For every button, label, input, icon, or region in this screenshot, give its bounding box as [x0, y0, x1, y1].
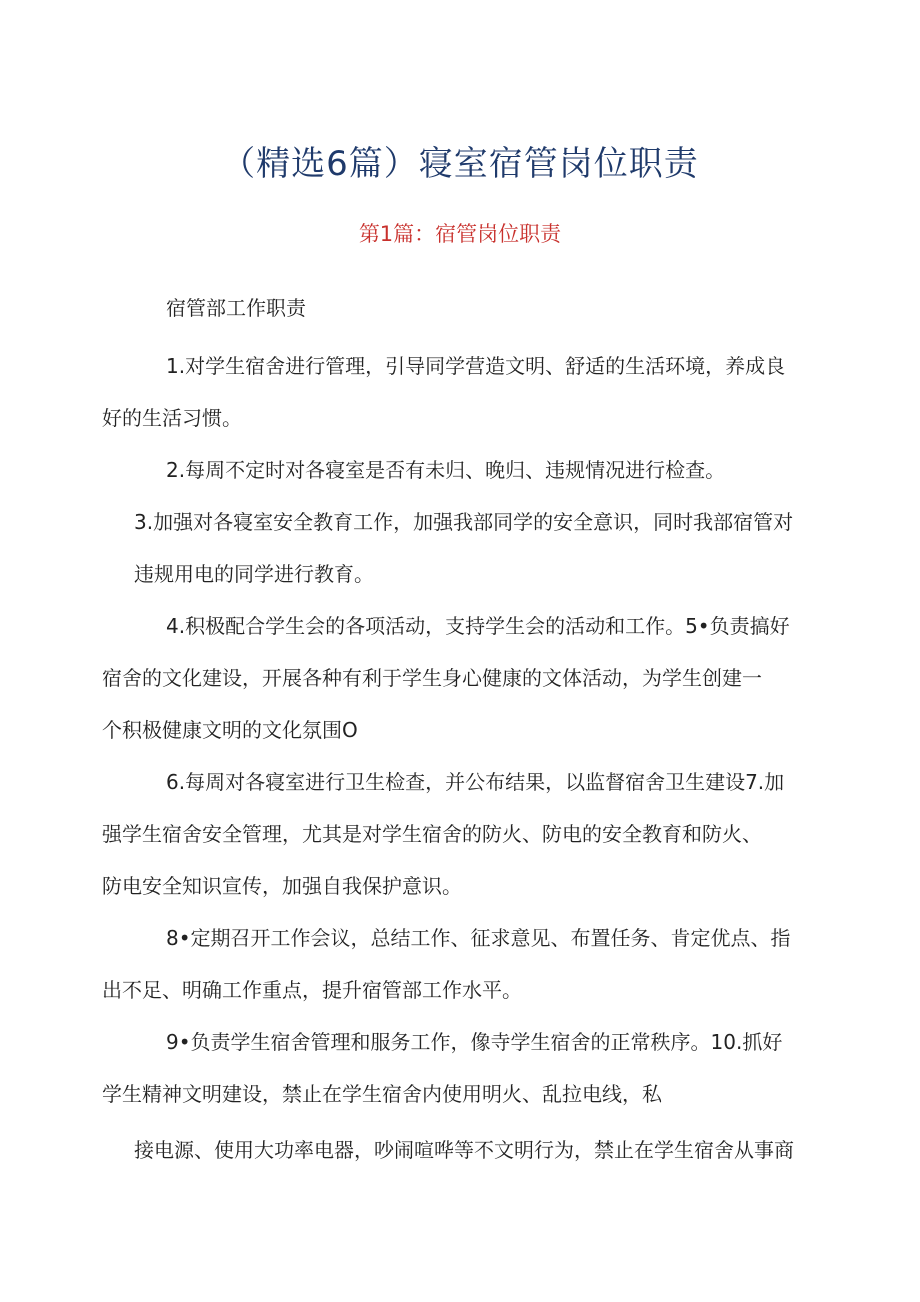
paragraph-line: 强学生宿舍安全管理，尤其是对学生宿舍的防火、防电的安全教育和防火、 [102, 822, 762, 846]
paragraph-6 [102, 912, 794, 1016]
section-heading: 宿管部工作职责 [166, 296, 306, 320]
paragraph-7 [102, 1016, 794, 1120]
paragraph-line: 好的生活习惯。 [102, 406, 242, 430]
paragraph-line: 3.加强对各寝室安全教育工作，加强我部同学的安全意识，同时我部宿管对 [134, 510, 794, 534]
paragraph-line: 学生精神文明建设，禁止在学生宿舍内使用明火、乱拉电线，私 [102, 1082, 662, 1106]
paragraph-line: 宿舍的文化建设，开展各种有利于学生身心健康的文体活动，为学生创建一 [102, 666, 762, 690]
paragraph-line: 9•负责学生宿舍管理和服务工作，像寺学生宿舍的正常秩序。10.抓好 [166, 1030, 783, 1054]
paragraph-line: 接电源、使用大功率电器，吵闹喧哗等不文明行为，禁止在学生宿舍从事商 [134, 1138, 794, 1162]
paragraph-line: 6.每周对各寝室进行卫生检查，并公布结果，以监督宿舍卫生建设7.加 [166, 770, 785, 794]
paragraph-2 [134, 444, 794, 496]
paragraph-line: 2.每周不定时对各寝室是否有未归、晚归、违规情况进行检查。 [166, 458, 726, 482]
paragraph-line: 个积极健康文明的文化氛围O [102, 718, 358, 742]
paragraph-line: 防电安全知识宣传，加强自我保护意识。 [102, 874, 462, 898]
paragraph-line: 出不足、明确工作重点，提升宿管部工作水平。 [102, 978, 522, 1002]
paragraph-3 [134, 496, 794, 600]
paragraph-1 [102, 340, 794, 444]
paragraph-line: 8•定期召开工作会议，总结工作、征求意见、布置任务、肯定优点、指 [166, 926, 791, 950]
paragraph-line: 违规用电的同学进行教育。 [134, 562, 374, 586]
paragraph-line: 1.对学生宿舍进行管理，引导同学营造文明、舒适的生活环境，养成良 [166, 354, 786, 378]
paragraph-8 [134, 1124, 794, 1176]
section-subtitle: 第1篇：宿管岗位职责 [358, 222, 562, 246]
paragraph-4 [102, 600, 794, 756]
document-title: （精选6篇）寝室宿管岗位职责 [221, 144, 699, 184]
paragraph-line: 4.积极配合学生会的各项活动，支持学生会的活动和工作。5•负责搞好 [166, 614, 790, 638]
paragraph-5 [102, 756, 794, 912]
